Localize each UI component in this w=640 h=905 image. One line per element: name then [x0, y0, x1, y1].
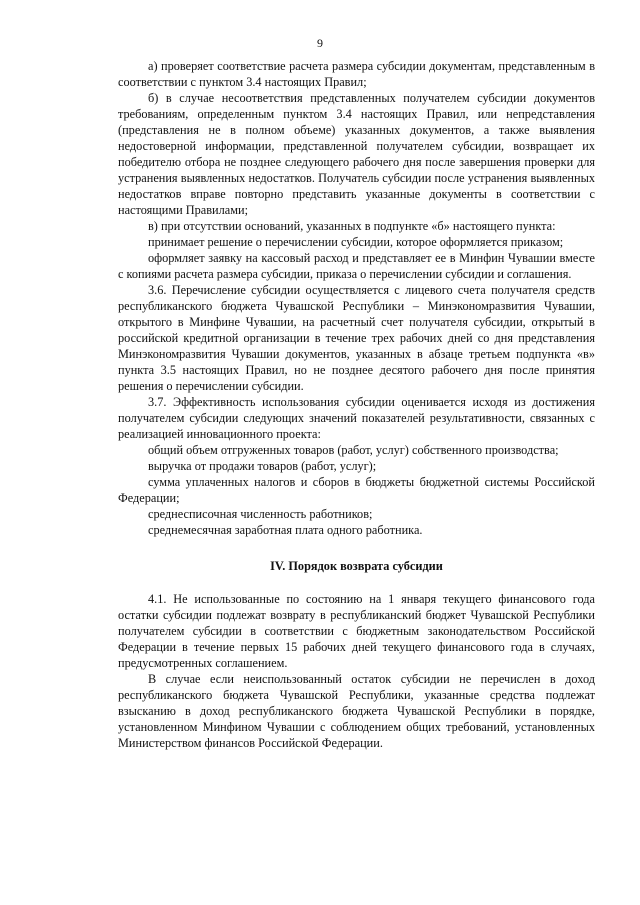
paragraph-cash-request: оформляет заявку на кассовый расход и представляет ее в Минфин Чувашии вместе с копиями расчета размера субсидии, приказа о перечислении субсидии и соглашения. [118, 251, 595, 281]
document-body [118, 58, 595, 751]
paragraph-3-7: 3.7. Эффективность использования субсидии оценивается исходя из достижения получателем субсидии следующих значений показателей результативности, связанных с реализацией инновационного проекта: [118, 395, 595, 441]
paragraph-4-1: 4.1. Не использованные по состоянию на 1 января текущего финансового года остатки субсидии подлежат возврату в республиканский бюджет Чувашской Республики получателем субсидии в соответствии с бюджетным законодательством Российской Федерации в течение первых 15 рабочих дней текущего финансового года в случаях, предусмотренных соглашением. [118, 592, 595, 670]
paragraph-3-5-a: а) проверяет соответствие расчета размера субсидии документам, представленным в соответствии с пунктом 3.4 настоящих Правил; [118, 59, 595, 89]
indicator-revenue: выручка от продажи товаров (работ, услуг); [148, 459, 377, 473]
page-number: 9 [317, 36, 323, 50]
section-title-iv: IV. Порядок возврата субсидии [270, 559, 443, 573]
indicator-salary: среднемесячная заработная плата одного работника. [148, 523, 423, 537]
indicator-taxes: сумма уплаченных налогов и сборов в бюджеты бюджетной системы Российской Федерации; [118, 475, 595, 505]
paragraph-3-5-v: в) при отсутствии оснований, указанных в подпункте «б» настоящего пункта: [148, 219, 556, 233]
paragraph-3-5-b: б) в случае несоответствия представленных получателем субсидии документов требованиям, определенным пунктом 3.4 настоящих Правил, или непредставления (представления не в полном объеме) указанных документов, а также выявления недостоверной информации, представленной получателем субсидии, возвращает их победителю отбора не позднее следующего рабочего дня после завершения проверки для устранения выявленных недостатков. Получатель субсидии после устранения выявленных недостатков вправе повторно представить указанные документы в соответствии с настоящими Правилами; [118, 91, 595, 217]
paragraph-decision: принимает решение о перечислении субсидии, которое оформляется приказом; [148, 235, 564, 249]
paragraph-refund-recovery: В случае если неиспользованный остаток субсидии не перечислен в доход республиканского бюджета Чувашской Республики, указанные средства подлежат взысканию в доход республиканского бюджета Чувашской Республики в порядке, установленном Минфином Чувашии с соблюдением общих требований, установленных Министерством финансов Российской Федерации. [118, 672, 595, 750]
indicator-shipped-goods: общий объем отгруженных товаров (работ, услуг) собственного производства; [148, 443, 559, 457]
paragraph-3-6: 3.6. Перечисление субсидии осуществляется с лицевого счета получателя средств республиканского бюджета Чувашской Республики – Минэкономразвития Чувашии, открытого в Минфине Чувашии, на расчетный счет получателя субсидии, открытый в российской кредитной организации в течение трех рабочих дней со дня представления Минэкономразвития Чувашии документов, указанных в абзаце третьем подпункта «в» пункта 3.5 настоящих Правил, но не позднее десятого рабочего дня после принятия решения о перечислении субсидии. [118, 283, 595, 393]
indicator-headcount: среднесписочная численность работников; [148, 507, 373, 521]
